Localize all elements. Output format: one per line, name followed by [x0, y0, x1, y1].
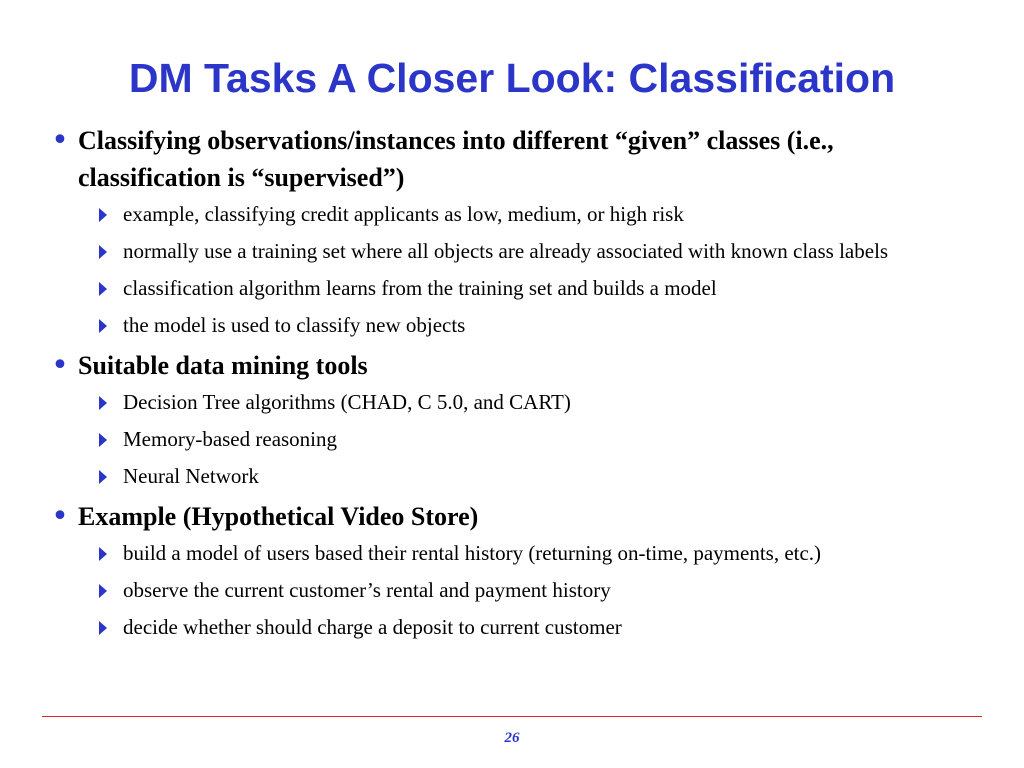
triangle-bullet-icon [99, 584, 107, 598]
bullet-dot-icon: • [51, 123, 69, 158]
bullet-text: Suitable data mining tools [78, 351, 368, 380]
page-number: 26 [504, 730, 520, 746]
sub-bullet-text: observe the current customer’s rental and payment history [123, 578, 611, 602]
sub-bullet-text: decide whether should charge a deposit to current customer [123, 615, 622, 639]
sub-bullet-item [0, 424, 1024, 455]
slide-title: DM Tasks A Closer Look: Classification [128, 55, 896, 101]
footer-divider [42, 716, 982, 717]
sub-bullet-item [0, 461, 1024, 492]
triangle-bullet-icon [99, 433, 107, 447]
sub-bullet-item [0, 575, 1024, 606]
bullet-item [0, 122, 1024, 196]
sub-bullet-item [0, 199, 1024, 230]
bullet-group [0, 122, 1024, 341]
sub-bullet-list [0, 387, 1024, 492]
bullet-group [0, 498, 1024, 643]
sub-bullet-text: the model is used to classify new objects [123, 313, 466, 337]
sub-bullet-item [0, 273, 1024, 304]
slide-content [0, 122, 1024, 649]
triangle-bullet-icon [99, 319, 107, 333]
sub-bullet-item [0, 236, 1024, 267]
triangle-bullet-icon [99, 282, 107, 296]
sub-bullet-item [0, 612, 1024, 643]
triangle-bullet-icon [99, 396, 107, 410]
bullet-text: Classifying observations/instances into different “given” classes (i.e., classification is “supervised”) [78, 126, 834, 192]
sub-bullet-item [0, 310, 1024, 341]
triangle-bullet-icon [99, 621, 107, 635]
sub-bullet-text: classification algorithm learns from the training set and builds a model [123, 276, 717, 300]
bullet-group [0, 347, 1024, 492]
sub-bullet-item [0, 538, 1024, 569]
sub-bullet-item [0, 387, 1024, 418]
bullet-item [0, 498, 1024, 535]
sub-bullet-text: Decision Tree algorithms (CHAD, C 5.0, and CART) [123, 390, 571, 414]
sub-bullet-text: Memory-based reasoning [123, 427, 338, 451]
sub-bullet-text: normally use a training set where all objects are already associated with known class labels [123, 239, 889, 263]
sub-bullet-list [0, 199, 1024, 341]
sub-bullet-list [0, 538, 1024, 643]
sub-bullet-text: build a model of users based their rental history (returning on-time, payments, etc.) [123, 541, 822, 565]
bullet-text: Example (Hypothetical Video Store) [78, 502, 479, 531]
sub-bullet-text: Neural Network [123, 464, 259, 488]
triangle-bullet-icon [99, 470, 107, 484]
sub-bullet-text: example, classifying credit applicants as low, medium, or high risk [123, 202, 684, 226]
triangle-bullet-icon [99, 208, 107, 222]
bullet-dot-icon: • [51, 499, 69, 534]
bullet-item [0, 347, 1024, 384]
triangle-bullet-icon [99, 547, 107, 561]
bullet-dot-icon: • [51, 348, 69, 383]
triangle-bullet-icon [99, 245, 107, 259]
